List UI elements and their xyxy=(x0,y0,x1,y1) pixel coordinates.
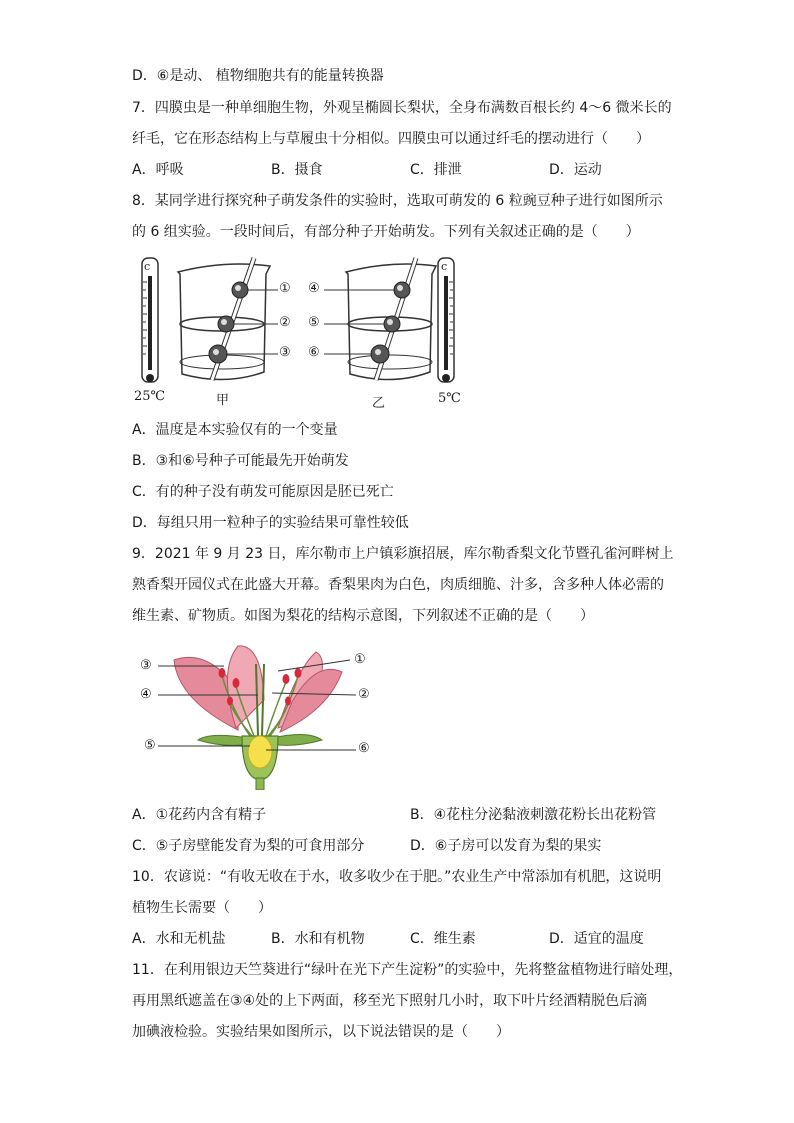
q8-option-d: D．每组只用一粒种子的实验结果可靠性较低 xyxy=(132,515,409,531)
flower-marker-6: ⑥ xyxy=(358,741,370,756)
thermometer-left xyxy=(142,258,158,382)
seed-right-4 xyxy=(394,282,410,298)
q9-option-d: D．⑥子房可以发育为梨的果实 xyxy=(410,838,602,854)
q10-option-d: D．适宜的温度 xyxy=(549,931,644,947)
q8-stem-line2: 的 6 组实验。一段时间后，有部分种子开始萌发。下列有关叙述正确的是（ ） xyxy=(132,224,640,240)
q6-option-d: D．⑥是动、 植物细胞共有的能量转换器 xyxy=(132,68,384,84)
marker-3: ③ xyxy=(279,345,291,360)
seed-left-2 xyxy=(218,316,234,332)
q9-figure xyxy=(138,640,378,790)
q8-option-c: C．有的种子没有萌发可能原因是胚已死亡 xyxy=(132,484,394,500)
q7-option-d: D．运动 xyxy=(549,162,602,178)
seed-right-5 xyxy=(384,316,400,332)
thermo-left-unit: c xyxy=(144,260,151,273)
q9-option-b: B．④花柱分泌黏液刺激花粉长出花粉管 xyxy=(410,807,657,823)
q8-stem-line1: 8．某同学进行探究种子萌发条件的实验时，选取可萌发的 6 粒豌豆种子进行如图所示 xyxy=(132,193,663,209)
q10-option-a: A．水和无机盐 xyxy=(132,931,226,947)
q10-stem-line1: 10．农谚说：“有收无收在于水，收多收少在于肥。”农业生产中常添加有机肥，这说明 xyxy=(132,869,662,885)
thermometer-right xyxy=(438,258,454,382)
flower-marker-2: ② xyxy=(358,687,370,702)
marker-4: ④ xyxy=(308,281,320,296)
q7-stem-line2: 纤毛，它在形态结构上与草履虫十分相似。四膜虫可以通过纤毛的摆动进行（ ） xyxy=(132,131,650,147)
q8-figure xyxy=(130,252,470,412)
seed-left-1 xyxy=(232,282,248,298)
q11-stem-line3: 加碘液检验。实验结果如图所示，以下说法错误的是（ ） xyxy=(132,1024,510,1040)
q7-option-c: C．排泄 xyxy=(410,162,462,178)
q9-stem-line3: 维生素、矿物质。如图为梨花的结构示意图，下列叙述不正确的是（ ） xyxy=(132,608,594,624)
q8-option-a: A．温度是本实验仅有的一个变量 xyxy=(132,422,338,438)
beaker-right-label: 乙 xyxy=(372,396,386,411)
q10-stem-line2: 植物生长需要（ ） xyxy=(132,900,272,916)
q11-stem-line2: 再用黑纸遮盖在③④处的上下两面，移至光下照射几小时，取下叶片经酒精脱色后滴 xyxy=(132,993,648,1009)
flower-marker-1: ① xyxy=(354,652,366,667)
temp-right-label: 5℃ xyxy=(438,391,461,406)
marker-6: ⑥ xyxy=(308,345,320,360)
q7-stem-line1: 7．四膜虫是一种单细胞生物，外观呈椭圆长梨状，全身布满数百根长约 4～6 微米长的 xyxy=(132,100,672,116)
marker-1: ① xyxy=(279,281,291,296)
q9-option-a: A．①花药内含有精子 xyxy=(132,807,267,823)
q10-option-b: B．水和有机物 xyxy=(271,931,365,947)
q11-stem-line1: 11．在利用银边天竺葵进行“绿叶在光下产生淀粉”的实验中，先将整盆植物进行暗处理， xyxy=(132,962,683,978)
marker-5: ⑤ xyxy=(308,315,320,330)
seed-left-3 xyxy=(209,345,227,363)
q9-stem-line1: 9．2021 年 9 月 23 日，库尔勒市上户镇彩旗招展，库尔勒香梨文化节暨孔雀河畔树上 xyxy=(132,546,674,562)
q9-option-c: C．⑤子房壁能发育为梨的可食用部分 xyxy=(132,838,365,854)
q10-option-c: C．维生素 xyxy=(410,931,476,947)
flower-marker-5: ⑤ xyxy=(144,738,156,753)
beaker-left-label: 甲 xyxy=(216,393,230,408)
marker-2: ② xyxy=(279,315,291,330)
q7-option-b: B．摄食 xyxy=(271,162,323,178)
q7-option-a: A．呼吸 xyxy=(132,162,184,178)
temp-left-label: 25℃ xyxy=(134,389,166,404)
flower-marker-4: ④ xyxy=(140,687,152,702)
q9-stem-line2: 熟香梨开园仪式在此盛大开幕。香梨果肉为白色，肉质细脆、汁多，含多种人体必需的 xyxy=(132,577,664,593)
thermo-right-unit: c xyxy=(441,260,448,273)
seed-germination-diagram xyxy=(130,252,470,412)
flower-marker-3: ③ xyxy=(140,658,152,673)
pear-flower-diagram xyxy=(138,640,378,790)
q8-option-b: B．③和⑥号种子可能最先开始萌发 xyxy=(132,453,349,469)
seed-right-6 xyxy=(371,345,389,363)
